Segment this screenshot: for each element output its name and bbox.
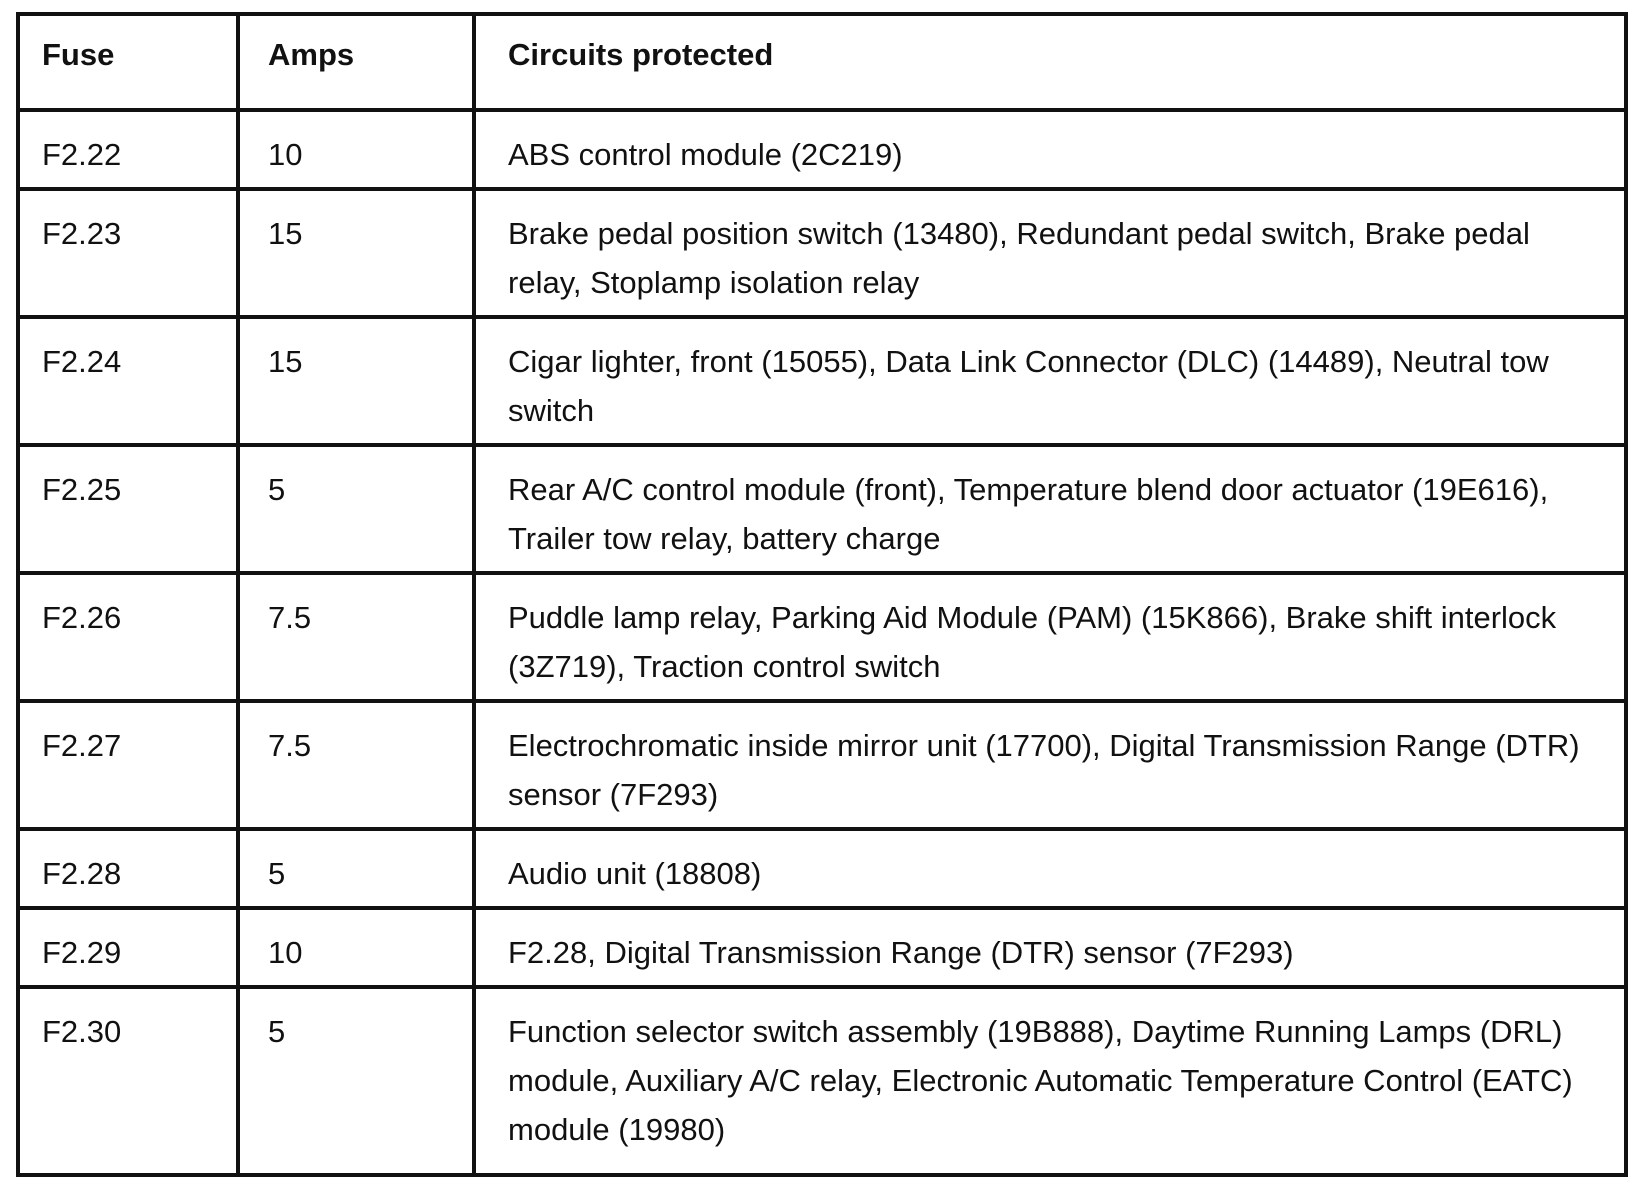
- table-row: [18, 110, 1626, 189]
- fuse-cell: F2.29: [18, 908, 238, 987]
- fuse-cell: F2.22: [18, 110, 238, 189]
- circuits-cell: Audio unit (18808): [474, 829, 1626, 908]
- table-row: [18, 701, 1626, 829]
- table-row: [18, 445, 1626, 573]
- fuse-cell: F2.28: [18, 829, 238, 908]
- amps-cell: 7.5: [238, 701, 474, 829]
- fuse-cell: F2.27: [18, 701, 238, 829]
- fuse-cell: F2.24: [18, 317, 238, 445]
- circuits-cell: Brake pedal position switch (13480), Redundant pedal switch, Brake pedal relay, Stoplamp isolation relay: [474, 189, 1626, 317]
- table-header-row: [18, 14, 1626, 110]
- table-row: [18, 829, 1626, 908]
- amps-cell: 7.5: [238, 573, 474, 701]
- circuits-cell: Function selector switch assembly (19B888), Daytime Running Lamps (DRL) module, Auxiliary A/C relay, Electronic Automatic Temperature Control (EATC) module (19980): [474, 987, 1626, 1175]
- amps-cell: 5: [238, 445, 474, 573]
- table-row: [18, 189, 1626, 317]
- fuse-cell: F2.25: [18, 445, 238, 573]
- amps-cell: 5: [238, 829, 474, 908]
- circuits-cell: Electrochromatic inside mirror unit (17700), Digital Transmission Range (DTR) sensor (7F293): [474, 701, 1626, 829]
- header-fuse: Fuse: [18, 14, 238, 110]
- header-amps: Amps: [238, 14, 474, 110]
- circuits-cell: Cigar lighter, front (15055), Data Link Connector (DLC) (14489), Neutral tow switch: [474, 317, 1626, 445]
- amps-cell: 15: [238, 317, 474, 445]
- table-row: [18, 573, 1626, 701]
- circuits-cell: ABS control module (2C219): [474, 110, 1626, 189]
- circuits-cell: Rear A/C control module (front), Temperature blend door actuator (19E616), Trailer tow relay, battery charge: [474, 445, 1626, 573]
- amps-cell: 10: [238, 110, 474, 189]
- fuse-cell: F2.26: [18, 573, 238, 701]
- table-row: [18, 908, 1626, 987]
- table-row: [18, 317, 1626, 445]
- fuse-cell: F2.23: [18, 189, 238, 317]
- table-row: [18, 987, 1626, 1175]
- amps-cell: 10: [238, 908, 474, 987]
- amps-cell: 15: [238, 189, 474, 317]
- fuse-table: [16, 12, 1628, 1177]
- header-circuits-protected: Circuits protected: [474, 14, 1626, 110]
- amps-cell: 5: [238, 987, 474, 1175]
- circuits-cell: Puddle lamp relay, Parking Aid Module (PAM) (15K866), Brake shift interlock (3Z719), Traction control switch: [474, 573, 1626, 701]
- circuits-cell: F2.28, Digital Transmission Range (DTR) sensor (7F293): [474, 908, 1626, 987]
- fuse-cell: F2.30: [18, 987, 238, 1175]
